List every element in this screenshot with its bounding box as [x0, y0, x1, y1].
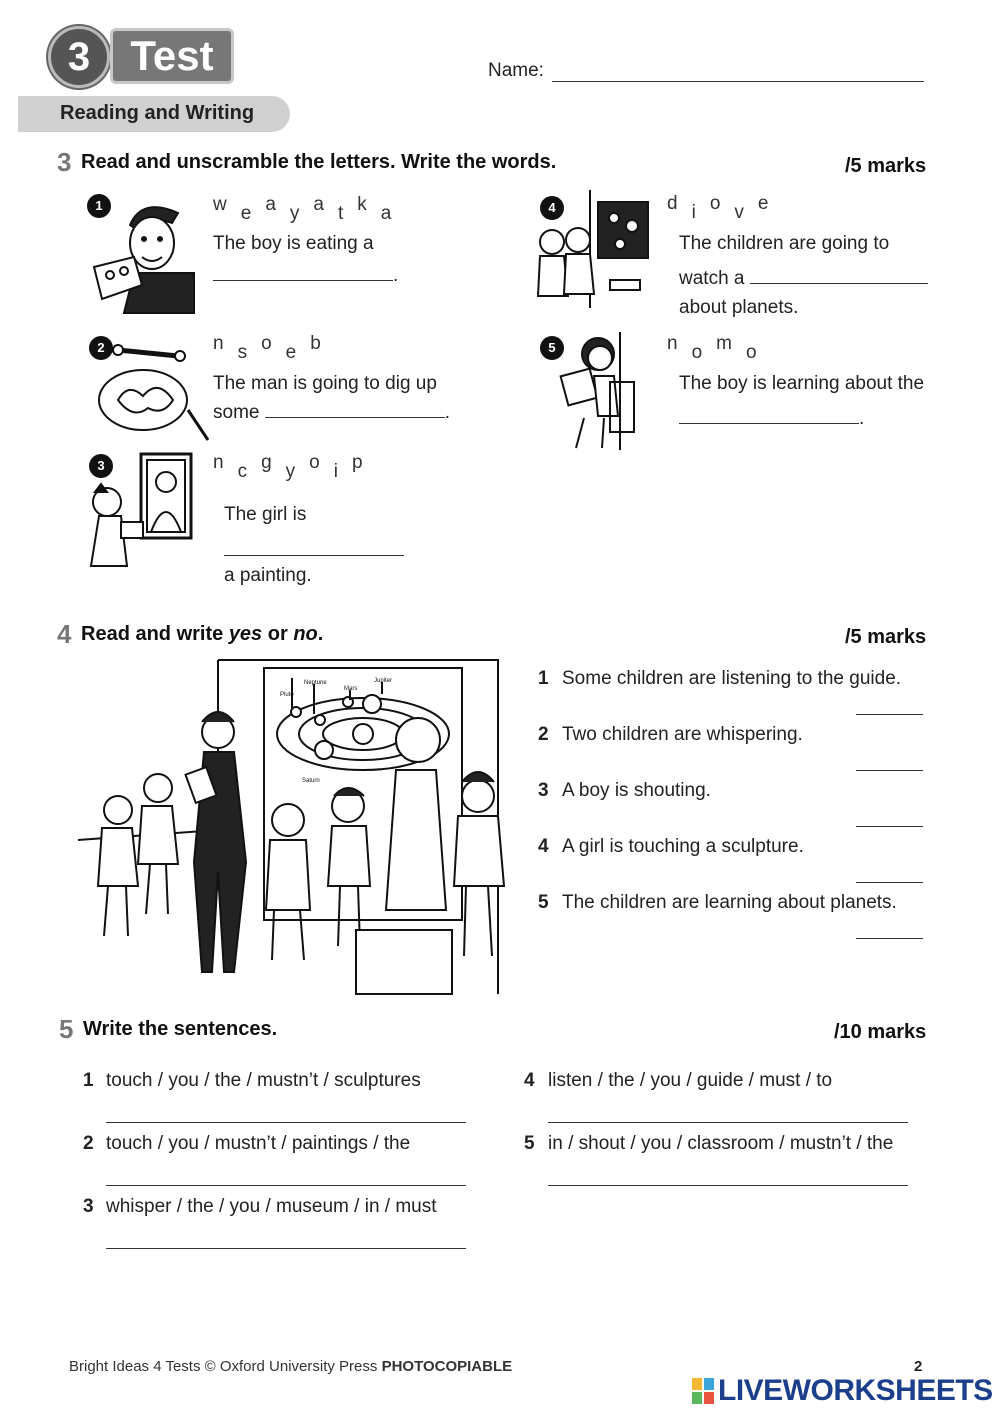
sentence-3-text: The girl is: [224, 504, 307, 525]
item-number-badge: 4: [540, 196, 564, 220]
test-badge: [48, 26, 234, 84]
yes-no-blank[interactable]: [856, 938, 923, 939]
exercise3-marks: /5 marks: [845, 155, 927, 177]
item-number: 3: [83, 1196, 94, 1217]
scrambled-letters-4: d i o v e: [667, 193, 769, 223]
exercise5-number: 5: [59, 1014, 74, 1044]
children-watching-video-illustration: [534, 190, 662, 308]
answer-blank[interactable]: [679, 405, 859, 424]
exercise4-marks: /5 marks: [845, 626, 927, 648]
planet-label-mars: Mars: [344, 686, 358, 692]
sentence-1-answer: .: [213, 262, 398, 287]
scrambled-letters-2: n s o e b: [213, 333, 321, 363]
scrambled-sentence: in / shout / you / classroom / mustn’t / the: [548, 1133, 894, 1154]
liveworksheets-logo-icon: [692, 1378, 714, 1404]
sentence-answer-line[interactable]: [548, 1185, 908, 1186]
section-title: Reading and Writing: [60, 102, 255, 124]
museum-scene-illustration: [78, 660, 520, 994]
sentence-answer-line[interactable]: [548, 1122, 908, 1123]
exercise5-title: Write the sentences.: [83, 1018, 278, 1040]
item-number-badge: 5: [540, 336, 564, 360]
planet-label-neptune: Neptune: [304, 680, 327, 686]
item-number: 2: [538, 724, 549, 745]
scrambled-sentence: whisper / the / you / museum / in / must: [106, 1196, 437, 1217]
sentence-answer-line[interactable]: [106, 1185, 466, 1186]
sentence-5-text: The boy is learning about the: [679, 373, 925, 394]
sentence-1-text: The boy is eating a: [213, 233, 374, 254]
item-number: 1: [83, 1070, 94, 1091]
exercise4-title: Read and write yes or no.: [81, 623, 324, 645]
scrambled-letters-3: n c g y o i p: [213, 452, 363, 482]
item-number: 5: [538, 892, 549, 913]
item-number-badge: 2: [89, 336, 113, 360]
answer-blank[interactable]: [265, 399, 445, 418]
statement-text: A girl is touching a sculpture.: [562, 836, 804, 857]
exercise5-marks: /10 marks: [834, 1021, 927, 1043]
exercise3-number: 3: [57, 147, 72, 177]
sentence-4-answer: watch a: [679, 265, 928, 290]
item-number-badge: 1: [87, 194, 111, 218]
item-number: 4: [538, 836, 549, 857]
answer-blank[interactable]: [224, 555, 404, 556]
statement-text: Some children are listening to the guide.: [562, 668, 902, 689]
scrambled-letters-1: w e a y a t k a: [213, 194, 392, 224]
boy-reading-illustration: [554, 332, 654, 450]
exercise4-number: 4: [57, 619, 72, 649]
yes-no-blank[interactable]: [856, 826, 923, 827]
sentence-answer-line[interactable]: [106, 1122, 466, 1123]
statement-text: Two children are whispering.: [562, 724, 803, 745]
scrambled-letters-5: n o m o: [667, 333, 757, 363]
yes-no-blank[interactable]: [856, 770, 923, 771]
planet-label-jupiter: Jupiter: [374, 678, 393, 684]
sentence-4-end: about planets.: [679, 297, 799, 318]
item-number: 2: [83, 1133, 94, 1154]
answer-blank[interactable]: [750, 265, 928, 284]
item-number: 4: [524, 1070, 535, 1091]
sentence-5-answer: .: [679, 405, 864, 430]
scrambled-sentence: touch / you / the / mustn’t / sculptures: [106, 1070, 421, 1091]
sentence-answer-line[interactable]: [106, 1248, 466, 1249]
test-number: 3: [48, 26, 110, 88]
scrambled-sentence: touch / you / mustn’t / paintings / the: [106, 1133, 411, 1154]
sentence-2-text: The man is going to dig up: [213, 373, 437, 394]
name-field[interactable]: [552, 81, 924, 82]
test-label: Test: [110, 28, 234, 84]
yes-no-blank[interactable]: [856, 714, 923, 715]
name-label: Name:: [488, 60, 544, 81]
yes-no-blank[interactable]: [856, 882, 923, 883]
section-bar: [18, 96, 290, 132]
planet-label-saturn: Saturn: [302, 778, 320, 784]
item-number-badge: 3: [89, 454, 113, 478]
item-number: 3: [538, 780, 549, 801]
answer-blank[interactable]: [213, 262, 393, 281]
item-number: 1: [538, 668, 549, 689]
exercise3-title: Read and unscramble the letters. Write the words.: [81, 151, 557, 173]
sentence-2-answer: some .: [213, 399, 450, 424]
item-number: 5: [524, 1133, 535, 1154]
girl-painting-illustration: [85, 452, 205, 570]
statement-text: A boy is shouting.: [562, 780, 711, 801]
dig-site-bones-illustration: [88, 340, 208, 440]
statement-text: The children are learning about planets.: [562, 892, 897, 913]
footer-copyright: Bright Ideas 4 Tests © Oxford University Press PHOTOCOPIABLE: [69, 1358, 513, 1375]
planet-label-pluto: Pluto: [280, 692, 294, 698]
sentence-4-text: The children are going to: [679, 233, 890, 254]
sentence-3-end: a painting.: [224, 565, 312, 586]
liveworksheets-brand[interactable]: LIVEWORKSHEETS: [718, 1374, 993, 1407]
scrambled-sentence: listen / the / you / guide / must / to: [548, 1070, 833, 1091]
boy-eating-pizza-illustration: [90, 195, 195, 313]
page-number: 2: [914, 1358, 923, 1375]
